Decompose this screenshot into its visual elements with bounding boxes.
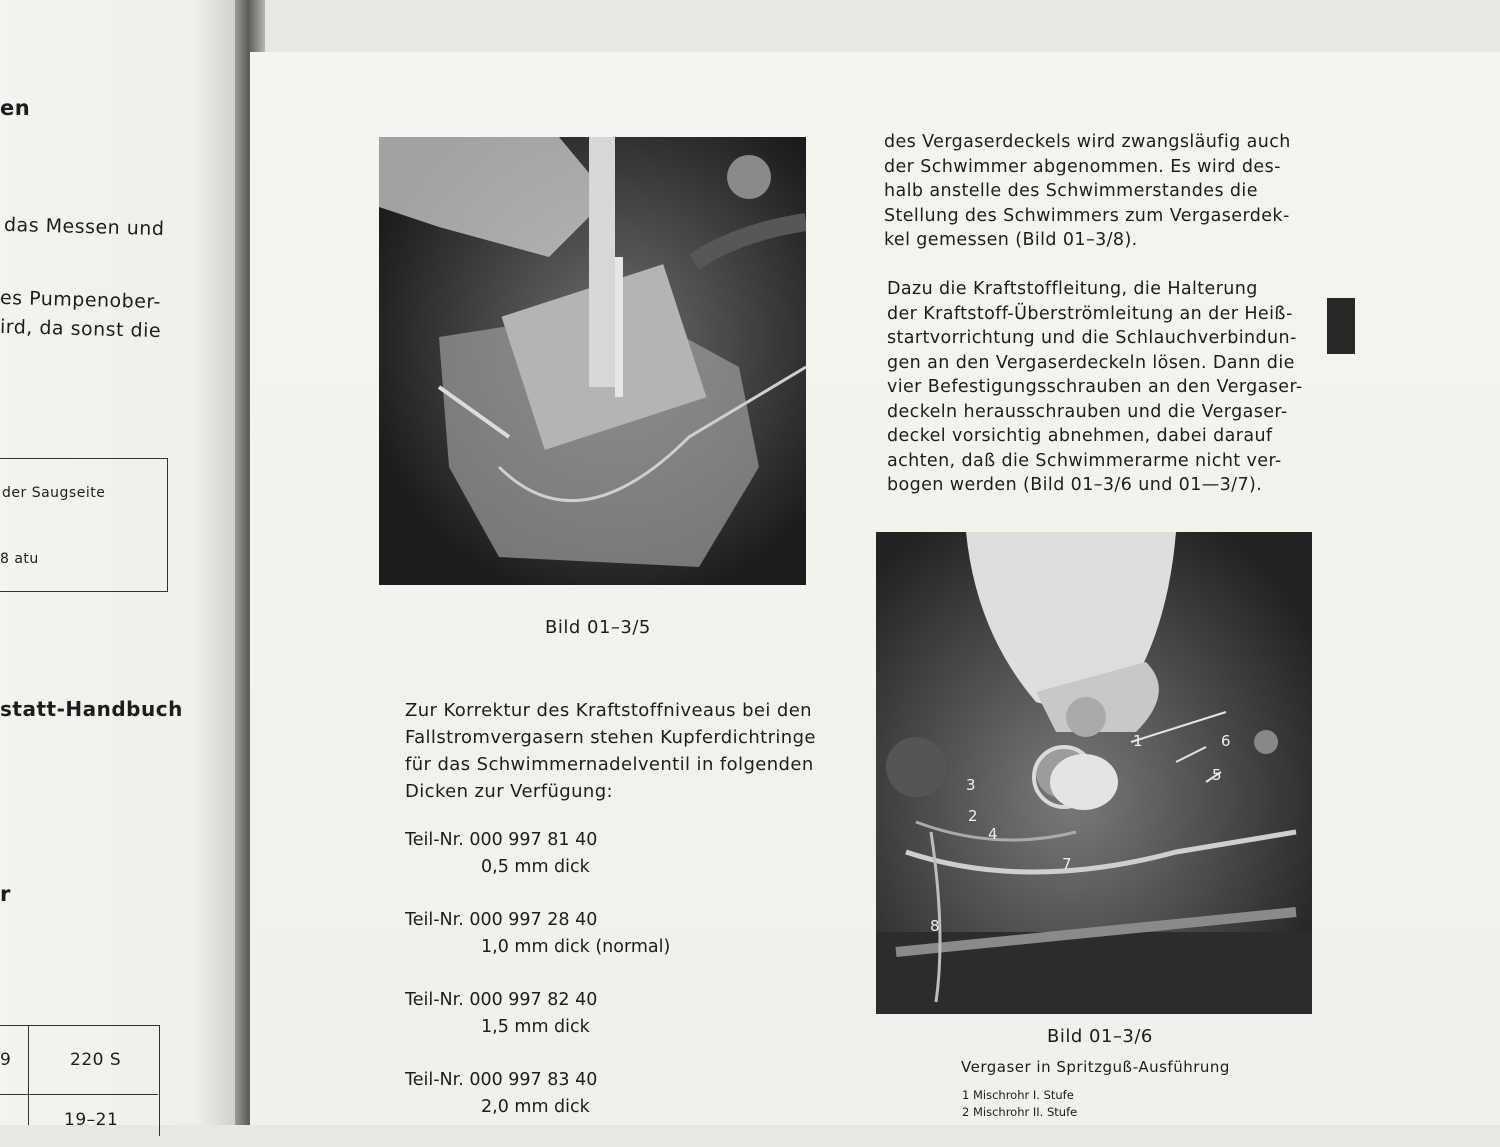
part-thickness: 0,5 mm dick	[481, 857, 590, 877]
figure-2-caption: Bild 01–3/6	[1047, 1026, 1153, 1047]
callout-label: 7	[1062, 855, 1072, 873]
paragraph-line: des Vergaserdeckels wird zwangsläufig auch	[884, 132, 1291, 152]
callout-label: 2	[968, 807, 978, 825]
part-row	[405, 1067, 670, 1121]
left-section-fragment: r	[0, 882, 11, 906]
paragraph-line: deckel vorsichtig abnehmen, dabei darauf	[887, 426, 1273, 446]
paragraph-line: halb anstelle des Schwimmerstandes die	[884, 181, 1258, 201]
intro-text	[405, 697, 816, 805]
paragraph-line: Dazu die Kraftstoffleitung, die Halterung	[887, 279, 1258, 299]
figure-1-caption: Bild 01–3/5	[545, 617, 651, 638]
parts-list	[405, 827, 670, 1147]
part-number: Teil-Nr. 000 997 83 40	[405, 1070, 598, 1090]
left-table-value: 8 atu	[0, 551, 39, 567]
carburetor-measurement-illustration	[379, 137, 806, 585]
left-table-label: der Saugseite	[2, 485, 106, 501]
part-row	[405, 827, 670, 881]
callout-label: 8	[930, 917, 940, 935]
left-cell-left: 9	[0, 1050, 12, 1070]
intro-line: Zur Korrektur des Kraftstoffniveaus bei den	[405, 700, 812, 721]
intro-line: für das Schwimmernadelventil in folgenden	[405, 754, 814, 775]
left-page	[0, 0, 245, 1130]
paragraph-line: der Kraftstoff-Überströmleitung an der Heiß-	[887, 303, 1293, 324]
left-line-1: das Messen und	[3, 213, 165, 241]
callout-label: 5	[1212, 766, 1222, 784]
part-thickness: 2,0 mm dick	[481, 1097, 590, 1117]
part-number: Teil-Nr. 000 997 82 40	[405, 990, 598, 1010]
paragraph-line: Stellung des Schwimmers zum Vergaserdek-	[884, 205, 1290, 226]
paragraph-line: startvorrichtung und die Schlauchverbindun-	[887, 328, 1297, 348]
left-line-3: ird, da sonst die	[0, 315, 162, 343]
part-number: Teil-Nr. 000 997 81 40	[405, 830, 598, 850]
left-table-rule	[0, 1094, 158, 1095]
paragraph-line: kel gemessen (Bild 01–3/8).	[884, 230, 1138, 250]
callout-label: 3	[966, 776, 976, 794]
callout-label: 4	[988, 825, 998, 843]
part-number: Teil-Nr. 000 997 28 40	[405, 910, 598, 930]
paragraph-line: deckeln herausschrauben und die Vergaser-	[887, 401, 1288, 422]
left-heading-fragment: en	[0, 96, 31, 120]
left-handbook-fragment: statt-Handbuch	[0, 697, 183, 721]
paragraph-1	[884, 130, 1291, 253]
intro-line: Dicken zur Verfügung:	[405, 781, 613, 802]
thumb-index-tab	[1327, 298, 1355, 354]
left-cell-right: 220 S	[70, 1050, 122, 1070]
legend-item: 2 Mischrohr II. Stufe	[962, 1105, 1078, 1119]
paragraph-2	[887, 277, 1303, 498]
carburetor-float-illustration	[876, 532, 1312, 1014]
paragraph-line: der Schwimmer abgenommen. Es wird des-	[884, 156, 1281, 177]
part-thickness: 1,5 mm dick	[481, 1017, 590, 1037]
left-spec-table	[0, 458, 168, 592]
callout-label: 6	[1221, 732, 1231, 750]
callout-label: 1	[1133, 732, 1143, 750]
paragraph-line: achten, daß die Schwimmerarme nicht ver-	[887, 450, 1282, 471]
left-table-divider	[28, 1025, 29, 1125]
figure-2-legend	[962, 1087, 1077, 1121]
legend-item: 1 Mischrohr I. Stufe	[962, 1088, 1074, 1102]
figure-2-subtitle: Vergaser in Spritzguß-Ausführung	[961, 1058, 1230, 1076]
part-row	[405, 907, 670, 961]
intro-line: Fallstromvergasern stehen Kupferdichtringe	[405, 727, 816, 748]
part-row	[405, 987, 670, 1041]
left-line-2: es Pumpenober-	[0, 286, 162, 314]
paragraph-line: vier Befestigungsschrauben an den Vergaser-	[887, 377, 1303, 397]
part-thickness: 1,0 mm dick (normal)	[481, 937, 671, 957]
paragraph-line: bogen werden (Bild 01–3/6 und 01—3/7).	[887, 475, 1263, 495]
paragraph-line: gen an den Vergaserdeckeln lösen. Dann die	[887, 352, 1295, 373]
left-cell-bottom: 19–21	[64, 1110, 119, 1130]
figure-2-photo	[876, 532, 1312, 1014]
figure-1-photo	[379, 137, 806, 585]
